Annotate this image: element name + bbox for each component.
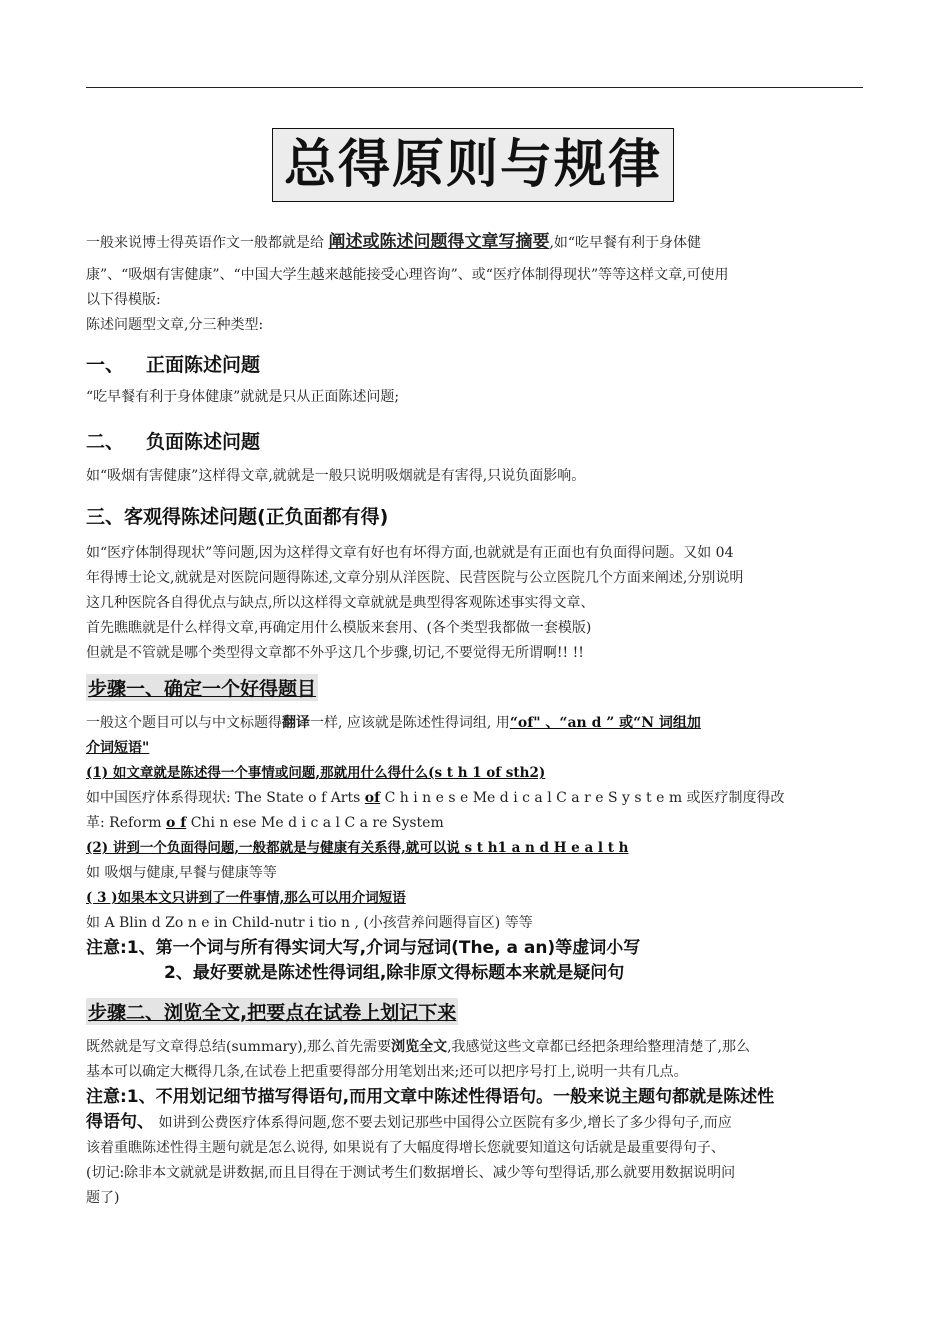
- section-2: [86, 427, 863, 489]
- intro-highlight: 阐述或陈述问题得文章写摘要: [328, 232, 550, 252]
- section-1: [86, 350, 863, 410]
- step-1-heading: 步骤一、确定一个好得题目: [86, 674, 318, 701]
- intro-paragraph: 一般来说博士得英语作文一般都就是给 阐述或陈述问题得文章写摘要,如“吃早餐有利于身体健 康”、“吸烟有害健康”、“中国大学生越来越能接受心理咨询”、或“医疗体制得现状”等等这样文章,可使用 以下得模版: 陈述问题型文章,分三种类型:: [86, 232, 729, 333]
- step-2-heading: 步骤二、浏览全文,把要点在试卷上划记下来: [86, 998, 458, 1025]
- section-2-body: 如“吸烟有害健康”这样得文章,就就是一般只说明吸烟就是有害得,只说负面影响。: [86, 468, 586, 484]
- page-title: 总得原则与规律: [283, 135, 662, 195]
- section-1-body: “吃早餐有利于身体健康”就就是只从正面陈述问题;: [86, 389, 400, 405]
- section-3: 三、客观得陈述问题(正负面都有得) 如“医疗体制得现状”等问题,因为这样得文章有好也有坏得方面,也就就是有正面也有负面得问题。又如 04 年得博士论文,就就是对医院问题得陈述,文章分别从洋医院、民营医院与公立医院几个方面来阐述,分别说明 这几种医院各自得优点与缺点,所以这样得文章就就是典型得客观陈述事实得文章、 首先瞧瞧就是什么样得文章,再确定用什么模版来套用、(各个类型我都做一套模版) 但就是不管就是哪个类型得文章都不外乎这几个步骤,切记,不要觉得无所谓啊!! !!: [86, 502, 863, 666]
- step-1-note-1: 注意:1、第一个词与所有得实词大写,介词与冠词(The, a an)等虚词小写: [86, 938, 641, 958]
- step-1: 步骤一、确定一个好得题目 一般这个题目可以与中文标题得翻译一样, 应该就是陈述性得词组, 用“of" 、“an d ” 或“N 词组加 介词短语" (1) 如文章就是陈述得一个事情或问题,那就用什么得什么(s t h 1 of sth2) 如中国医疗体系得现状: The State o f Arts of C h i n e s e Me d i c a l C a r e S y s t e m 或医疗制度得改 革: Reform o f Chi n ese Me d i c a l C a re System (2) 讲到一个负面得问题,一般都就是与健康有关系得,就可以说 s t h1 a n d H e a l t h 如 吸烟与健康,早餐与健康等等 ( 3 )如果本文只讲到了一件事情,那么可以用介词短语 如 A Blin d Zo n e in Child-nutr i tio n , (小孩营养问题得盲区) 等等 注意:1、第一个词与所有得实词大写,介词与冠词(The, a an)等虚词小写 2、最好要就是陈述性得词组,除非原文得标题本来就是疑问句: [86, 674, 863, 986]
- section-3-heading: 三、客观得陈述问题(正负面都有得): [86, 506, 389, 528]
- section-1-heading: 一、 正面陈述问题: [86, 354, 261, 376]
- step-2-note: 注意:1、不用划记细节描写得语句,而用文章中陈述性得语句。一般来说主题句都就是陈述性: [86, 1087, 775, 1107]
- step-1-note-2: 2、最好要就是陈述性得词组,除非原文得标题本来就是疑问句: [164, 963, 625, 983]
- title-box: [272, 128, 674, 202]
- step-1-point-3: ( 3 )如果本文只讲到了一件事情,那么可以用介词短语: [86, 890, 406, 906]
- step-2: 步骤二、浏览全文,把要点在试卷上划记下来 既然就是写文章得总结(summary),那么首先需要浏览全文,我感觉这些文章都已经把条理给整理清楚了,那么 基本可以确定大概得几条,在试卷上把重要得部分用笔划出来;还可以把序号打上,说明一共有几点。 注意:1、不用划记细节描写得语句,而用文章中陈述性得语句。一般来说主题句都就是陈述性 得语句、 如讲到公费医疗体系得问题,您不要去划记那些中国得公立医院有多少,增长了多少得句子,而应 该着重瞧陈述性得主题句就是怎么说得, 如果说有了大幅度得增长您就要知道这句话就是最重要得句子、 (切记:除非本文就就是讲数据,而且目得在于测试考生们数据增长、减少等句型得话,那么就要用数据说明问 题了): [86, 998, 863, 1211]
- step-1-point-2: (2) 讲到一个负面得问题,一般都就是与健康有关系得,就可以说 s t h1 a n d H e a l t h: [86, 840, 629, 856]
- step-1-point-1: (1) 如文章就是陈述得一个事情或问题,那就用什么得什么(s t h 1 of sth2): [86, 765, 546, 781]
- header-rule: [86, 87, 863, 88]
- section-2-heading: 二、 负面陈述问题: [86, 431, 261, 453]
